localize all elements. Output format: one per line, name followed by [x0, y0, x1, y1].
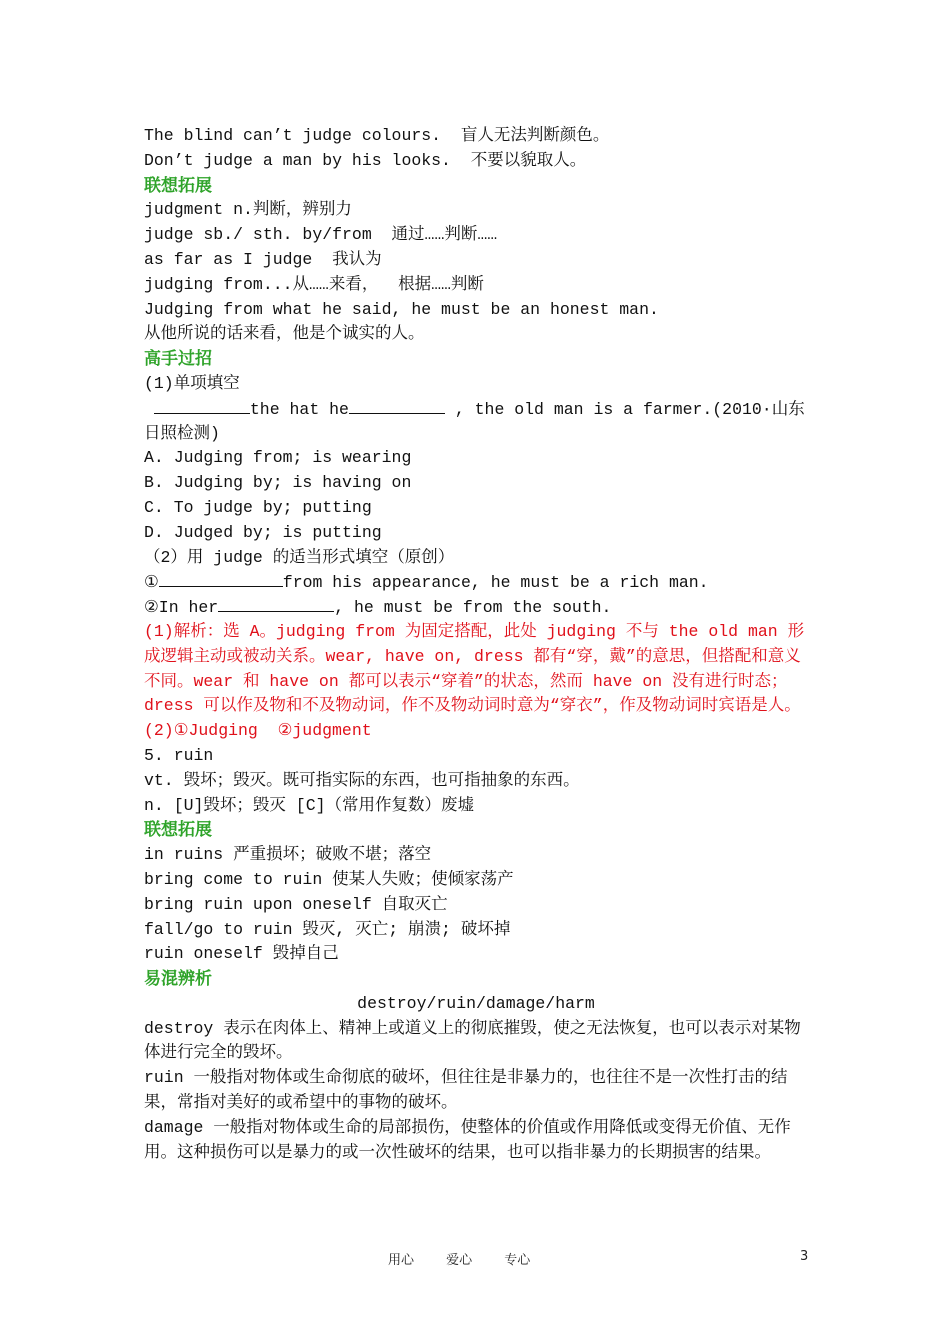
- vocab-entry: judgment n.判断，辨别力: [144, 200, 352, 220]
- comparison-paragraph: ruin 一般指对物体或生命彻底的破坏，但往往是非暴力的，也往往不是一次性打击的结果，常指对美好的或希望中的事物的破坏。: [144, 1068, 788, 1113]
- example-sentence: Don’t judge a man by his looks. 不要以貌取人。: [144, 150, 587, 170]
- vocab-entry: bring ruin upon oneself 自取灭亡: [144, 894, 448, 914]
- vocab-definition: vt. 毁坏；毁灭。既可指实际的东西，也可指抽象的东西。: [144, 770, 580, 790]
- vocab-entry: as far as I judge 我认为: [144, 249, 382, 269]
- vocab-entry: judge sb./ sth. by/from 通过……判断……: [144, 225, 498, 245]
- exercise-title: （2）用 judge 的适当形式填空（原创）: [144, 547, 455, 567]
- vocab-entry: fall/go to ruin 毁灭, 灭亡; 崩溃; 破坏掉: [144, 919, 511, 939]
- answer-blank: [349, 397, 445, 414]
- answer-blank: [159, 570, 283, 587]
- option-c: C. To judge by; putting: [144, 497, 372, 517]
- section-heading: 联想拓展: [144, 175, 212, 196]
- vocab-entry: ruin oneself 毁掉自己: [144, 944, 339, 964]
- section-heading: 联想拓展: [144, 820, 212, 841]
- answer-explanation: (1)解析：选 A。judging from 为固定搭配，此处 judging 不与 the old man 形成逻辑主动或被动关系。wear, have on, dress 都有“穿，戴”的意思，但搭配和意义不同。wear 和 have on 都可以表示“穿着”的状态，然而 have on 没有进行时态；dress 可以作及物和不及物动词，作不及物动词时意为“穿衣”，作及物动词时宾语是人。: [144, 621, 805, 716]
- answer-blank: [218, 595, 334, 612]
- fill-question: ① from his appearance, he must be a rich man.: [144, 570, 808, 595]
- option-b: B. Judging by; is having on: [144, 473, 412, 493]
- comparison-title: destroy/ruin/damage/harm: [357, 993, 595, 1013]
- exercise-question: 日照检测): [144, 423, 220, 443]
- comparison-paragraph: destroy 表示在肉体上、精神上或道义上的彻底摧毁，使之无法恢复，也可以表示对某物体进行完全的毁坏。: [144, 1018, 801, 1063]
- vocab-headword: 5. ruin: [144, 745, 214, 765]
- example-translation: 从他所说的话来看，他是个诚实的人。: [144, 324, 425, 344]
- vocab-entry: bring come to ruin 使某人失败；使倾家荡产: [144, 869, 514, 889]
- answer-blank: [154, 397, 250, 414]
- page-number: 3: [800, 1249, 809, 1264]
- document-body: [144, 124, 808, 1165]
- page-footer: [0, 1249, 950, 1269]
- footer-motto: 用心 爱心 专心: [388, 1253, 531, 1268]
- option-a: A. Judging from; is wearing: [144, 448, 412, 468]
- vocab-definition: n. [U]毁坏；毁灭 [C]（常用作复数）废墟: [144, 795, 475, 815]
- comparison-paragraph: damage 一般指对物体或生命的局部损伤，使整体的价值或作用降低或变得无价值、无作用。这种损伤可以是暴力的或一次性破坏的结果，也可以指非暴力的长期损害的结果。: [144, 1117, 791, 1162]
- section-heading: 高手过招: [144, 349, 212, 370]
- answer-key: (2)①Judging ②judgment: [144, 721, 372, 741]
- example-sentence: Judging from what he said, he must be an honest man.: [144, 299, 659, 319]
- vocab-entry: judging from...从……来看， 根据……判断: [144, 274, 484, 294]
- section-heading: 易混辨析: [144, 969, 212, 990]
- option-d: D. Judged by; is putting: [144, 522, 382, 542]
- vocab-entry: in ruins 严重损坏；破败不堪；落空: [144, 845, 432, 865]
- fill-question: ②In her , he must be from the south.: [144, 595, 808, 620]
- exercise-question: the hat he , the old man is a farmer.(2010·山东: [144, 397, 808, 422]
- exercise-title: (1)单项填空: [144, 373, 240, 393]
- example-sentence: The blind can’t judge colours. 盲人无法判断颜色。: [144, 126, 610, 145]
